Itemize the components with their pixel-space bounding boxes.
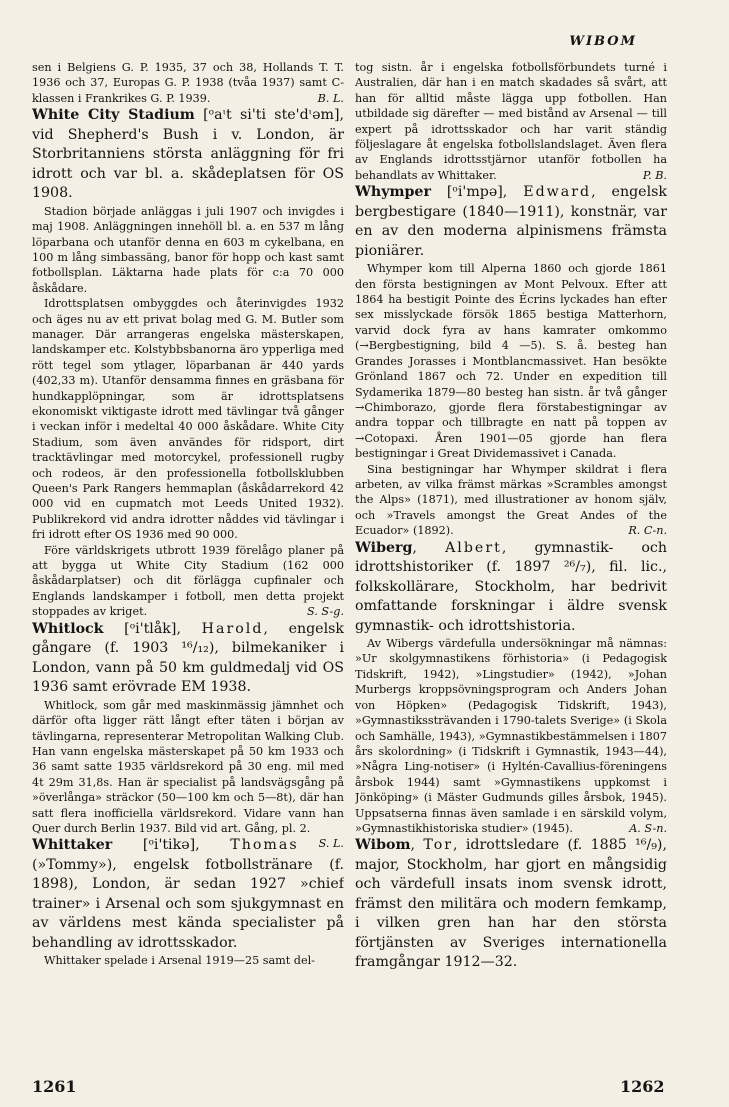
entry-white-city-stadium — [32, 106, 344, 204]
continued-entry: tog sistn. år i engelska fotbollsförbundets turné i Australien, där han i en match skadades så svårt, att han för alltid måste lägga upp fotbollen. Han utbildade sig därefter — med bistånd av Arsenal — till expert på idrottsskador och har varit ständig följeslagare åt engelska fotbollslandslaget. Även flera av Englands idrottsstjärnor utanför fotbollen ha behandlats av Whittaker. P. B. — [355, 61, 667, 182]
given-name: Harold — [201, 620, 264, 637]
pronunciation: [ᵒi'tlåk] — [124, 620, 177, 637]
continued-entry: sen i Belgiens G. P. 1935, 37 och 38, Hollands T. T. 1936 och 37, Europas G. P. 1938 (tvåa 1937) samt C-klassen i Frankrikes G. P. 1939. B. L. — [32, 61, 344, 105]
given-name: Thomas — [230, 837, 299, 854]
given-name: Edward — [523, 184, 592, 201]
headword: White City Stadium — [32, 107, 195, 124]
definition: , engelsk bergbestigare (1840—1911), konstnär, var en av den moderna alpinismens främsta pioniärer. — [355, 184, 667, 259]
entry-whitlock: Whitlock [ᵒi'tlåk], Harold, engelsk gångare (f. 1903 ¹⁶/₁₂), bilmekaniker i London, vann på 50 km guldmedalj vid OS 1936 samt erövrade EM 1938. — [32, 620, 344, 696]
entry-whittaker: Whittaker [ᵒi'tikə], Thomas (»Tommy»), engelsk fotbollstränare (f. 1898), London, är sedan 1927 »chief trainer» i Arsenal och som sjukgymnast en av världens mest kända specialister på behandling av idrottsskador. — [32, 837, 344, 951]
entry-wibom: Wibom, Tor, idrottsledare (f. 1885 ¹⁶/₉), major, Stockholm, har gjort en mångsidig och värdefull insats inom svensk idrott, främst den militära och modern femkamp, i vilken gren han har den största förtjänsten av Sveriges internationella framgångar 1912—32. — [355, 837, 667, 971]
headword: Whymper — [355, 184, 431, 201]
author-signature: A. S-n. — [629, 821, 667, 835]
headword: Wiberg — [355, 539, 413, 556]
paragraph: Av Wibergs värdefulla undersökningar må nämnas: »Ur skolgymnastikens förhistoria» (i Pedagogisk Tidskrift, 1942), »Lingstudier» (1942), »Johan Murbergs kroppsövningsprogram och Anders Johan von Höpken» (Pedagogisk Tidskrift, 1943), »Gymnastikssträvanden i 1790-talets Sverige» (i Skola och Samhälle, 1943), »Gymnastikbestämmelsen i 1807 års skolordning» (i Tidskrift i Gymnastik, 1943—44), »Några Ling-notiser» (i Hyltén-Cavallius-föreningens årsbok 1944) samt »Gymnastikens uppkomst i Jönköping» (i Mäster Gudmunds gilles årsbok, 1945). Uppsatserna finnas även samlade i en särskild volym, »Gymnastikhistoriska studier» (1945). A. S-n. — [355, 637, 667, 835]
paragraph: Sina bestigningar har Whymper skildrat i flera arbeten, av vilka främst märkas »Scrambles amongst the Alps» (1871), med illustrationer av honom själv, och »Travels amongst the Great Andes of the Ecuador» (1892). R. C-n. — [355, 462, 667, 538]
left-column — [32, 60, 344, 1100]
right-column — [355, 60, 667, 1100]
definition: (»Tommy»), engelsk fotbollstränare (f. 1898), London, är sedan 1927 »chief trainer» i Arsenal och som sjukgymnast en av världens mest kända specialister på behandling av idrottsskador. — [32, 856, 344, 951]
definition: , idrottsledare (f. 1885 ¹⁶/₉), major, Stockholm, har gjort en mångsidig och värdefull insats inom svensk idrott, främst den militära och modern femkamp, i vilken gren han har den största förtjänsten av Sveriges internationella framgångar 1912—32. — [355, 837, 667, 971]
paragraph: Idrottsplatsen ombyggdes och återinvigdes 1932 och äges nu av ett privat bolag med G. M. Butler som manager. Där arrangeras engelska mästerskapen, landskamper etc. Kolstybbsbanorna äro ypperliga med rött tegel som ytlager, löparbanan är 440 yards (402,33 m). Utanför densamma finnes en gräsbana för hundkapplöpningar, som är idrottsplatsens ekonomiskt viktigaste idrott med tävlingar två gånger i veckan inför i medeltal 40 000 åskådare. White City Stadium, som även användes för ridsport, dirt tracktävlingar med motorcykel, professionell rugby och rodeos, är den professionella fotbollsklubben Queen's Park Rangers hemmaplan (åskådarrekord 42 000 vid en cupmatch mot Leeds United 1932). Publikrekord vid andra idrotter nåddes vid tävlingar i fri idrott efter OS 1936 med 90 000. — [32, 297, 344, 542]
headword: Whitlock — [32, 620, 104, 637]
paragraph: Whymper kom till Alperna 1860 och gjorde 1861 den första bestigningen av Mont Pelvoux. Efter att 1864 ha bestigit Pointe des Écrins lyckades han efter sex misslyckade försök 1865 bestiga Matterhorn, varvid dock fyra av hans kamrater omkommo (→Bergbestigning, bild 4 —5). S. å. besteg han Grandes Jorasses i Montblancmassivet. Han besökte Grönland 1867 och 72. Under en expedition till Sydamerika 1879—80 besteg han sistn. år två gånger →Chimborazo, gjorde flera förstabestigningar av andra toppar och tillbragte en natt på toppen av →Cotopaxi. Åren 1901—05 gjorde han flera bestigningar i Great Dividemassivet i Canada. — [355, 262, 667, 461]
author-signature: B. L. — [317, 91, 344, 105]
definition: , gymnastik- och idrottshistoriker (f. 1897 ²⁶/₇), fil. lic., folkskollärare, Stockholm, har bedrivit omfattande forskningar i äldre svensk gymnastik- och idrottshistoria. — [355, 539, 667, 634]
definition: , vid Shepherd's Bush i v. London, är Storbritanniens största anläggning för fri idrott och var bl. a. skådeplatsen för OS 1908. — [32, 107, 344, 202]
given-name: Albert — [445, 539, 502, 556]
paragraph: Stadion började anläggas i juli 1907 och invigdes i maj 1908. Anläggningen innehöll bl. a. en 537 m lång löparbana och utanför denna en 603 m cykelbana, en 100 m lång simbassäng, banor för hopp och kast samt fotbollsplan. Läktarna hade plats för c:a 70 000 åskådare. — [32, 204, 344, 295]
paragraph: Whittaker spelade i Arsenal 1919—25 samt del- — [44, 954, 315, 968]
entry-wiberg: Wiberg, Albert, gymnastik- och idrottshistoriker (f. 1897 ²⁶/₇), fil. lic., folkskollärare, Stockholm, har bedrivit omfattande forskningar i äldre svensk gymnastik- och idrottshistoria. — [355, 539, 667, 634]
given-name: Tor — [423, 837, 454, 854]
pronunciation: [ᵒaᶥt si'ti ste'dᶥəm] — [203, 107, 340, 124]
entry-whymper: Whymper [ᵒi'mpə], Edward, engelsk bergbestigare (1840—1911), konstnär, var en av den moderna alpinismens främsta pioniärer. — [355, 184, 667, 259]
page-number-right: 1262 — [620, 1077, 665, 1096]
author-signature: S. S-g. — [307, 605, 344, 619]
headword: Wibom — [355, 837, 411, 854]
paragraph: Whitlock, som går med maskinmässig jämnhet och därför ofta ligger rätt långt efter täten i början av tävlingarna, representerar Metropolitan Walking Club. Han vann engelska mästerskapet på 50 km 1933 och 36 samt satte 1935 världsrekord på 30 eng. mil med 4t 29m 31,8s. Han är specialist på landsvägsgång på »överlånga» sträckor (50—100 km och 5—8t), där han satt flera inofficiella världsrekord. Vidare vann han Quer durch Berlin 1937. Bild vid art. Gång, pl. 2. S. L. — [32, 698, 344, 851]
headword: Whittaker — [32, 837, 113, 854]
author-signature: R. C-n. — [628, 524, 667, 538]
page-number-left: 1261 — [32, 1077, 77, 1096]
paragraph: Före världskrigets utbrott 1939 förelågo planer på att bygga ut White City Stadium (162 000 åskådarplatser) och dit förlägga cupfinaler och Englands landskamper i fotboll, men detta projekt stoppades av kriget. S. S-g. — [32, 543, 344, 619]
definition: , engelsk gångare (f. 1903 ¹⁶/₁₂), bilmekaniker i London, vann på 50 km guldmedalj vid OS 1936 samt erövrade EM 1938. — [32, 620, 344, 696]
pronunciation: [ᵒi'mpə] — [446, 184, 503, 201]
running-head: WIBOM — [569, 34, 637, 49]
author-signature: S. L. — [318, 837, 344, 851]
pronunciation: [ᵒi'tikə] — [142, 837, 196, 854]
author-signature: P. B. — [642, 168, 667, 182]
